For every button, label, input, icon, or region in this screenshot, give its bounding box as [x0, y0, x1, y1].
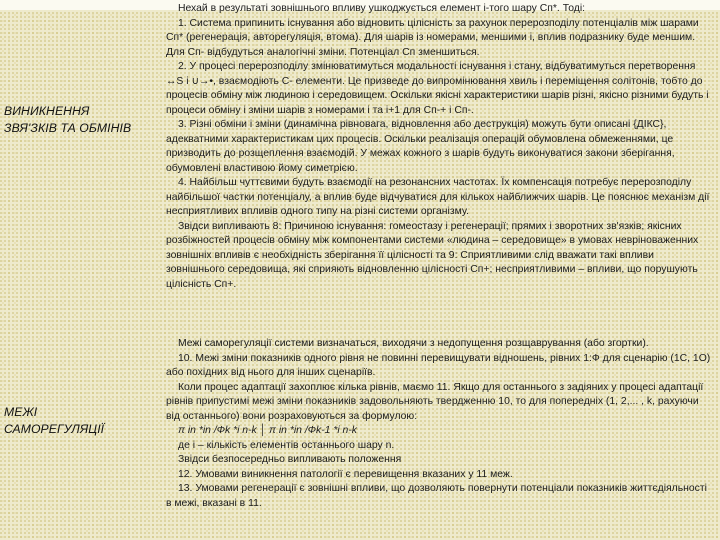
- paragraph: Звідси випливають 8: Причиною існування: гомеостазу і регенерації; прямих і зворотних зв'язків; якісних розбіжностей процесів обміну між компонентами системи «людина – середовище» в умовах невріноваженних зовнішніх впливів є необхідність зберігання її цілісності та 9: Сприятливими слід вважати такі впливи зовнішнього середовища, які сприяють відновленню цілісності Сп+; несприятливими – впливи, що порушують цілісність Сп+.: [166, 220, 699, 290]
- paragraph: 4. Найбільш чуттєвими будуть взаємодії на резонансних частотах. Їх компенсація потребує перерозподілу найбільшої частки потенціалу, а вплив буде відчуватися для кількох найближчих шарів. Це пояснює механізм дії несприятливих впливів одного типу на різні системи організму.: [166, 177, 710, 217]
- section-heading-limits: [4, 404, 152, 438]
- heading-line: САМОРЕГУЛЯЦІЇ: [4, 422, 105, 436]
- paragraph: 1. Система припинить існування або відновить цілісність за рахунок перерозподілу потенціалів між шарами Сп* (регенерація, авторегуляція, втома). Для шарів із номерами, меншими i, вплив подразнику буде меншим. Для Сп- відбудуться аналогічні зміни. Потенціал Сп зменшиться.: [166, 17, 699, 58]
- heading-line: ВИНИКНЕННЯ: [4, 104, 90, 118]
- paragraph: 12. Умовами виникнення патології є перевищення вказаних у 11 меж.: [178, 468, 513, 480]
- section-body-limits: [166, 337, 711, 511]
- paragraph: Нехай в результаті зовнішнього впливу ушкоджується елемент i-того шару Сп*. Тоді:: [178, 3, 586, 14]
- section-body-emergence: [166, 2, 711, 292]
- paragraph: Звідси безпосередньо випливають положення: [178, 454, 402, 465]
- heading-line: ЗВЯ'ЗКІВ ТА ОБМІНІВ: [4, 121, 132, 135]
- heading-line: МЕЖІ: [4, 405, 38, 419]
- section-heading-emergence: [4, 103, 152, 137]
- paragraph: 2. У процесі перерозподілу змінюватимуться модальності існування і стану, відбуватимуться перетворення ↔Ѕ i ∪→•, взаємодіють С- елементи. Це призведе до випромінювання хвиль і переміщення солітонів, тобто до процесів обміну між людиною і середовищем. Оскільки якісні характеристики шарів різні, якісно різними будуть і процеси обміну і зміни шарів з номерами і та i+1 для Сп-+ і Сп-.: [166, 61, 709, 116]
- paragraph: Межі саморегуляції системи визначаться, виходячи з недопущення розщаврування (або згортки).: [178, 338, 649, 349]
- paragraph: Коли процес адаптації захоплює кілька рівнів, маємо 11. Якщо для останнього з задіяних у процесі адаптації рівнів припустимі межі зміни показників задовольняють твердженню 10, то для попередніх (1, 2,... , k, рахуючи від останнього) вони розраховуються за формулою:: [166, 381, 704, 422]
- formula: π in *in /Фk *i n-k │ π in *in /Фk-1 *i n-k: [178, 425, 357, 436]
- paragraph: 13. Умовами регенерації є зовнішні впливи, що дозволяють повернути потенціали показників життєдіяльності в межі, вказані в 11.: [166, 483, 707, 509]
- paragraph: де і – кількість елементів останнього шару n.: [178, 439, 395, 451]
- paragraph: 10. Межі зміни показників одного рівня не повинні перевищувати відношень, рівних 1:Ф для сценарію (1С, 1О) або похідних від нього для інших сценаріїв.: [166, 352, 711, 378]
- paragraph: 3. Різні обміни і зміни (динамічна рівновага, відновлення або деструкція) можуть бути описані {ДІКС}, адекватними характеристикам цих процесів. Оскільки реалізація операцій обумовлена обмеженнями, це призводить до розщеплення взаємодій. У межах кожного з шарів будуть виконуватися закони зберігання, обумовлені властивою йому симетрією.: [166, 119, 675, 174]
